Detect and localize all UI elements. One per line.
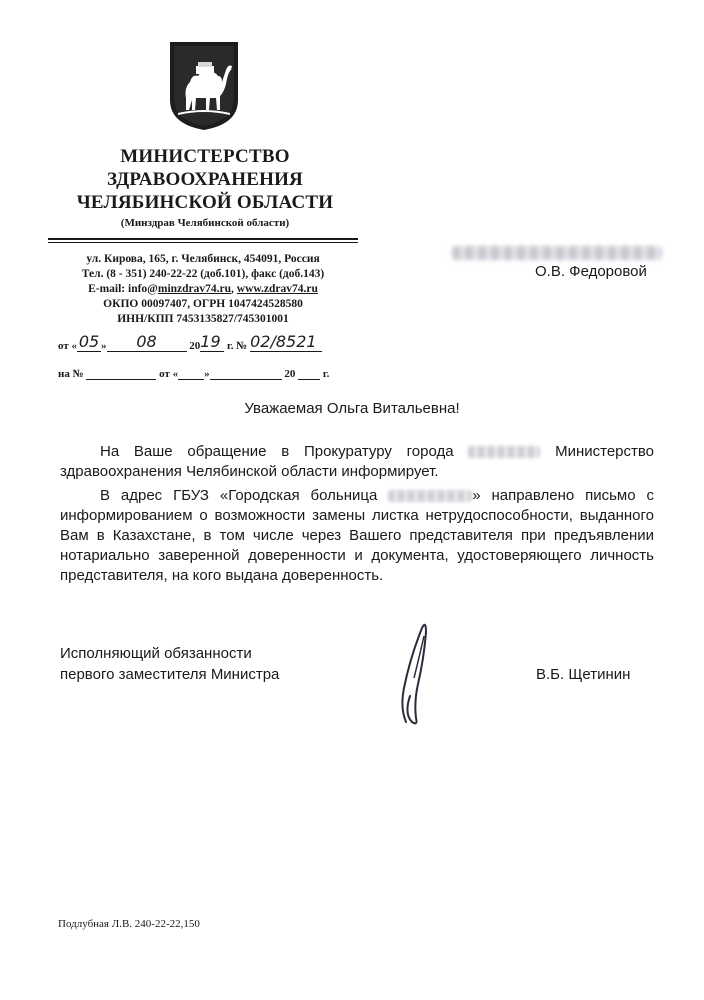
reg-year: 19	[200, 332, 224, 352]
signatory-position	[60, 643, 279, 685]
registration-line: от « 05 » 08 2019 г. № 02/8521	[58, 332, 322, 352]
year-prefix: 20	[189, 340, 201, 352]
okpo-line: ОКПО 00097407, ОГРН 1047424528580	[103, 298, 303, 310]
paragraph-2-after: » направлено письмо с информированием о возможности замены листка нетрудоспособности, выданного Вам в Казахстане, в том числе через Вашего представителя при предъявлении нотариально заверенной доверенности и документа, удостоверяющего личность представителя, на кого выдана доверенность.	[60, 487, 654, 584]
redacted-city	[468, 446, 540, 458]
ministry-short-name: (Минздрав Челябинской области)	[120, 217, 290, 229]
ref-year: 20	[284, 368, 296, 380]
paragraph-1-after: Министерство здравоохранения Челябинской области информирует.	[60, 443, 655, 480]
ministry-title-line1: МИНИСТЕРСТВО	[120, 146, 290, 167]
ref-day-blank	[178, 368, 204, 380]
redacted-recipient-address	[452, 246, 662, 260]
header-divider-thin	[48, 242, 358, 243]
email-prefix: E-mail: info@	[88, 283, 158, 295]
signatory-name: В.Б. Щетинин	[536, 666, 631, 683]
email-line: E-mail: info@minzdrav74.ru, www.zdrav74.ru	[88, 283, 318, 295]
inn-line: ИНН/КПП 7453135827/745301001	[117, 313, 289, 325]
chelyabinsk-camel-emblem-icon	[168, 40, 240, 132]
ref-month-blank	[210, 368, 282, 380]
reg-number-label: г. №	[227, 340, 248, 352]
ref-label: на №	[58, 368, 84, 380]
paragraph-1-before: На Ваше обращение в Прокуратуру города	[100, 443, 454, 460]
phone-line: Тел. (8 - 351) 240-22-22 (доб.101), факс (доб.143)	[81, 268, 325, 280]
ministry-title-line2: ЗДРАВООХРАНЕНИЯ	[107, 169, 303, 190]
ref-number-blank	[86, 368, 156, 380]
handwritten-signature-icon	[392, 618, 440, 728]
ref-close: »	[204, 368, 210, 380]
ref-year-blank	[298, 368, 320, 380]
address-line: ул. Кирова, 165, г. Челябинск, 454091, Россия	[86, 253, 320, 265]
reference-line	[58, 368, 329, 380]
position-line-2: первого заместителя Министра	[60, 666, 280, 683]
from-label: от	[58, 340, 69, 352]
ref-g: г.	[322, 368, 330, 380]
position-line-1: Исполняющий обязанности	[60, 645, 252, 662]
paragraph-2	[60, 486, 654, 586]
recipient-name: О.В. Федоровой	[535, 263, 647, 280]
paragraph-1	[60, 442, 654, 482]
reg-month: 08	[107, 332, 187, 352]
executor-footer: Подлубная Л.В. 240-22-22,150	[58, 918, 200, 930]
greeting: Уважаемая Ольга Витальевна!	[244, 400, 460, 417]
ministry-title-line3: ЧЕЛЯБИНСКОЙ ОБЛАСТИ	[76, 192, 334, 213]
website-link[interactable]: www.zdrav74.ru	[236, 283, 318, 295]
header-divider-thick	[48, 238, 358, 240]
redacted-hospital-number	[388, 490, 472, 502]
paragraph-2-before: В адрес ГБУЗ «Городская больница	[100, 487, 378, 504]
reg-day: 05	[78, 332, 100, 351]
reg-number: 02/8521	[250, 332, 322, 352]
ref-from-label: от «	[159, 368, 179, 380]
email-domain-link[interactable]: minzdrav74.ru	[157, 283, 232, 295]
